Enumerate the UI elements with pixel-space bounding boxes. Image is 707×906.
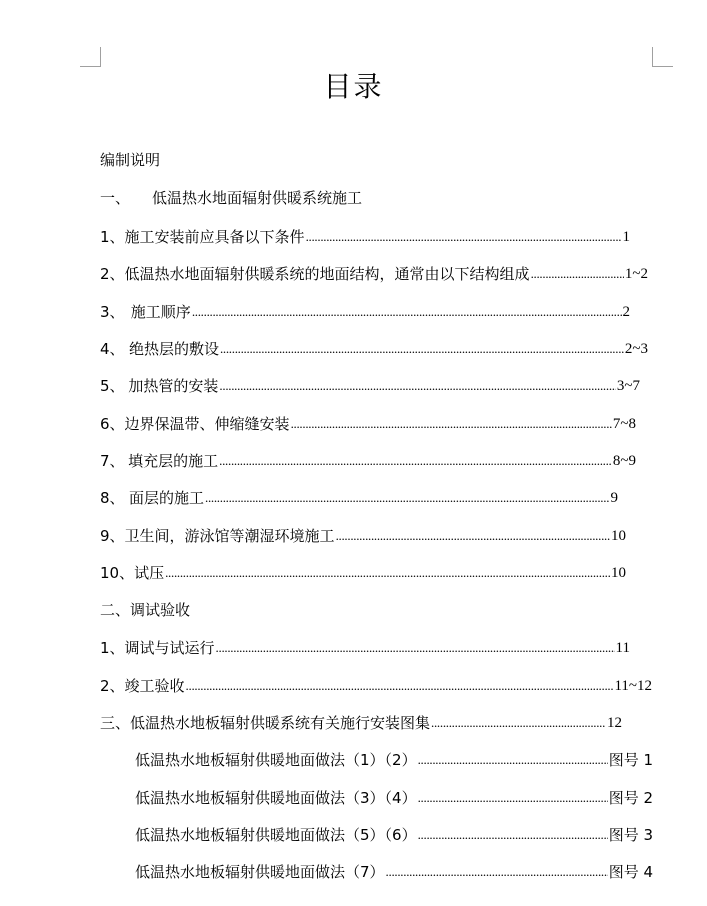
toc-item-6[interactable] [100, 412, 636, 436]
crop-mark-left-h [80, 66, 101, 67]
toc-figure-label: 低温热水地板辐射供暖地面做法（1）（2） [135, 751, 417, 769]
toc-item-label: 2、竣工验收 [100, 677, 185, 695]
toc-item-num: 7、 [100, 452, 125, 470]
toc-item-5[interactable] [100, 374, 640, 398]
page-title: 目录 [323, 70, 384, 103]
toc-leader [418, 823, 608, 847]
toc-item-num: 1、 [100, 228, 125, 246]
toc-item-9[interactable] [100, 524, 626, 548]
toc-figure-label: 低温热水地板辐射供暖地面做法（7） [135, 863, 385, 881]
toc-section-1[interactable] [100, 186, 640, 210]
toc-section-2[interactable] [100, 598, 640, 622]
toc-section-1-label: 低温热水地面辐射供暖系统施工 [152, 189, 363, 207]
toc-item-num: 6、 [100, 415, 125, 433]
crop-mark-right-v [652, 47, 653, 67]
crop-mark-right-h [652, 66, 673, 67]
toc-item-1[interactable] [100, 225, 630, 249]
toc-leader [205, 486, 610, 510]
toc-figure-page: 图号 2 [608, 789, 653, 807]
toc-leader [165, 561, 610, 585]
toc-leader [306, 225, 622, 249]
toc-figure-1[interactable] [135, 748, 653, 772]
toc-item-page: 2~3 [624, 341, 648, 357]
toc-item-page: 11~12 [614, 678, 652, 694]
toc-leader [418, 786, 608, 810]
toc-intro-label: 编制说明 [100, 151, 161, 169]
toc-leader [219, 374, 615, 398]
toc-leader [386, 860, 608, 884]
toc-intro[interactable] [100, 148, 640, 172]
toc-item-label: 试压 [134, 564, 165, 582]
toc-item-label: 填充层的施工 [128, 452, 219, 470]
toc-item-label: 绝热层的敷设 [128, 340, 219, 358]
toc-section-2-label: 二、调试验收 [100, 601, 191, 619]
toc-item-num: 8、 [100, 489, 125, 507]
toc-figure-4[interactable] [135, 860, 653, 884]
toc-item-page: 3~7 [616, 378, 640, 394]
toc-item-label: 加热管的安装 [128, 377, 219, 395]
toc-item-label: 施工安装前应具备以下条件 [124, 228, 305, 246]
toc-item-num: 10、 [100, 564, 135, 582]
toc-item-page: 11 [615, 640, 630, 656]
toc-leader [192, 300, 622, 324]
toc-item-page: 8~9 [612, 453, 636, 469]
toc-item-page: 2 [622, 304, 630, 320]
toc-leader [431, 711, 606, 735]
toc-item-label: 卫生间，游泳馆等潮湿环境施工 [124, 527, 335, 545]
toc-leader [336, 524, 610, 548]
toc-section-3-page: 12 [607, 715, 622, 731]
toc-item-page: 10 [611, 528, 626, 544]
toc-figure-page: 图号 3 [608, 826, 653, 844]
toc-item-num: 9、 [100, 527, 125, 545]
toc-figure-label: 低温热水地板辐射供暖地面做法（5）（6） [135, 826, 417, 844]
toc-item-4[interactable] [100, 337, 648, 361]
toc-item-label: 1、调试与试运行 [100, 639, 215, 657]
toc-item-label: 低温热水地面辐射供暖系统的地面结构，通常由以下结构组成 [124, 265, 530, 283]
toc-leader [216, 636, 615, 660]
toc-section-3[interactable] [100, 711, 622, 735]
toc-item-label: 面层的施工 [128, 489, 204, 507]
toc-leader [291, 412, 612, 436]
toc-item-num: 2、 [100, 265, 125, 283]
toc-figure-2[interactable] [135, 786, 653, 810]
toc-item-num: 3、 [100, 303, 125, 321]
toc-item-page: 7~8 [612, 416, 636, 432]
toc-item-page: 10 [611, 565, 626, 581]
toc-section-1-num: 一、 [100, 189, 131, 207]
toc-section-3-label: 三、低温热水地板辐射供暖系统有关施行安装图集 [100, 714, 431, 732]
toc-item-num: 4、 [100, 340, 125, 358]
toc-item2-2[interactable] [100, 674, 652, 698]
toc-leader [186, 674, 614, 698]
toc-item-label: 施工顺序 [130, 303, 191, 321]
toc-item-2[interactable] [100, 262, 648, 286]
toc-figure-page: 图号 4 [608, 863, 653, 881]
toc-item-label: 边界保温带、伸缩缝安装 [124, 415, 290, 433]
toc-item-num: 5、 [100, 377, 125, 395]
toc-item-10[interactable] [100, 561, 626, 585]
toc-item-7[interactable] [100, 449, 636, 473]
toc-item2-1[interactable] [100, 636, 630, 660]
toc-item-3[interactable] [100, 300, 630, 324]
toc-item-page: 1 [622, 229, 630, 245]
crop-mark-left-v [100, 47, 101, 67]
toc-leader [418, 748, 608, 772]
toc-leader [531, 262, 624, 286]
toc-figure-page: 图号 1 [608, 751, 653, 769]
toc-leader [220, 337, 624, 361]
toc-figure-label: 低温热水地板辐射供暖地面做法（3）（4） [135, 789, 417, 807]
toc-item-8[interactable] [100, 486, 618, 510]
toc-leader [219, 449, 612, 473]
toc-figure-3[interactable] [135, 823, 653, 847]
toc-item-page: 9 [610, 490, 618, 506]
toc-item-page: 1~2 [624, 266, 648, 282]
